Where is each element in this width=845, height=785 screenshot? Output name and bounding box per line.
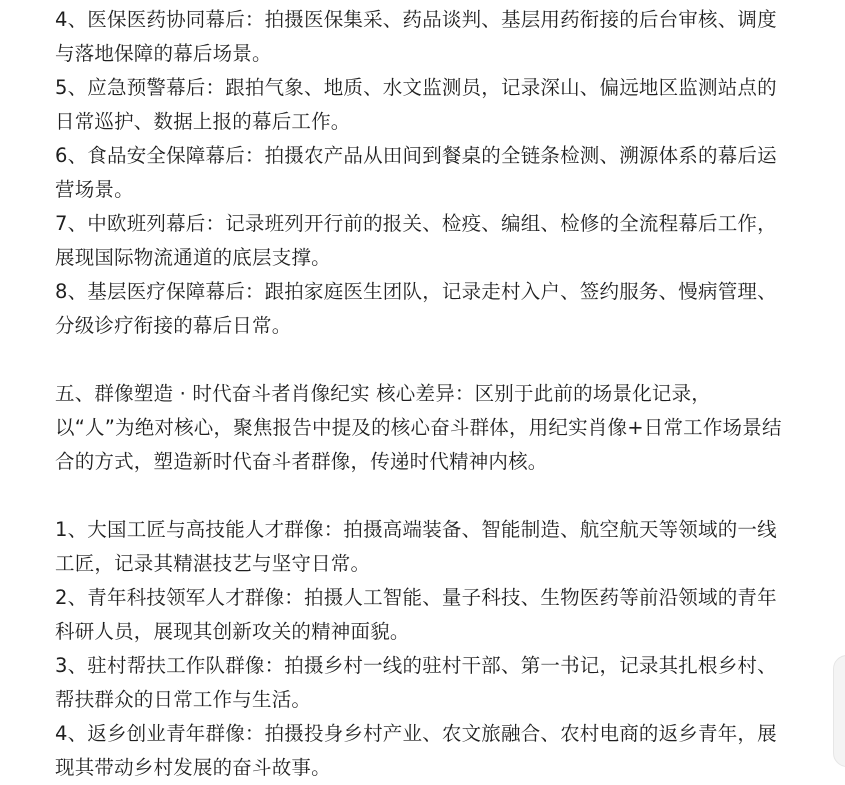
list-item: 2、青年科技领军人才群像：拍摄人工智能、量子科技、生物医药等前沿领域的青年科研人员，展现其创新攻关的精神面貌。 <box>55 586 777 643</box>
section-five-heading: 五、群像塑造 · 时代奋斗者肖像纪实 核心差异：区别于此前的场景化记录，以“人”为绝对核心，聚焦报告中提及的核心奋斗群体，用纪实肖像+日常工作场景结合的方式，塑造新时代奋斗者群像，传递时代精神内核。 <box>55 382 782 473</box>
section-five-list <box>55 513 785 785</box>
document-body <box>55 3 785 785</box>
list-item: 3、驻村帮扶工作队群像：拍摄乡村一线的驻村干部、第一书记，记录其扎根乡村、帮扶群众的日常工作与生活。 <box>55 654 777 711</box>
list-item: 4、返乡创业青年群像：拍摄投身乡村产业、农文旅融合、农村电商的返乡青年，展现其带动乡村发展的奋斗故事。 <box>55 722 777 779</box>
list-item: 7、中欧班列幕后：记录班列开行前的报关、检疫、编组、检修的全流程幕后工作，展现国际物流通道的底层支撑。 <box>55 212 777 269</box>
list-item: 6、食品安全保障幕后：拍摄农产品从田间到餐桌的全链条检测、溯源体系的幕后运营场景。 <box>55 144 777 201</box>
list-item: 5、应急预警幕后：跟拍气象、地质、水文监测员，记录深山、偏远地区监测站点的日常巡护、数据上报的幕后工作。 <box>55 76 777 133</box>
side-scroll-handle[interactable] <box>833 655 845 767</box>
list-item: 1、大国工匠与高技能人才群像：拍摄高端装备、智能制造、航空航天等领域的一线工匠，记录其精湛技艺与坚守日常。 <box>55 518 777 575</box>
list-item: 8、基层医疗保障幕后：跟拍家庭医生团队，记录走村入户、签约服务、慢病管理、分级诊疗衔接的幕后日常。 <box>55 280 777 337</box>
section-four-list <box>55 3 785 343</box>
list-item: 4、医保医药协同幕后：拍摄医保集采、药品谈判、基层用药衔接的后台审核、调度与落地保障的幕后场景。 <box>55 8 777 65</box>
